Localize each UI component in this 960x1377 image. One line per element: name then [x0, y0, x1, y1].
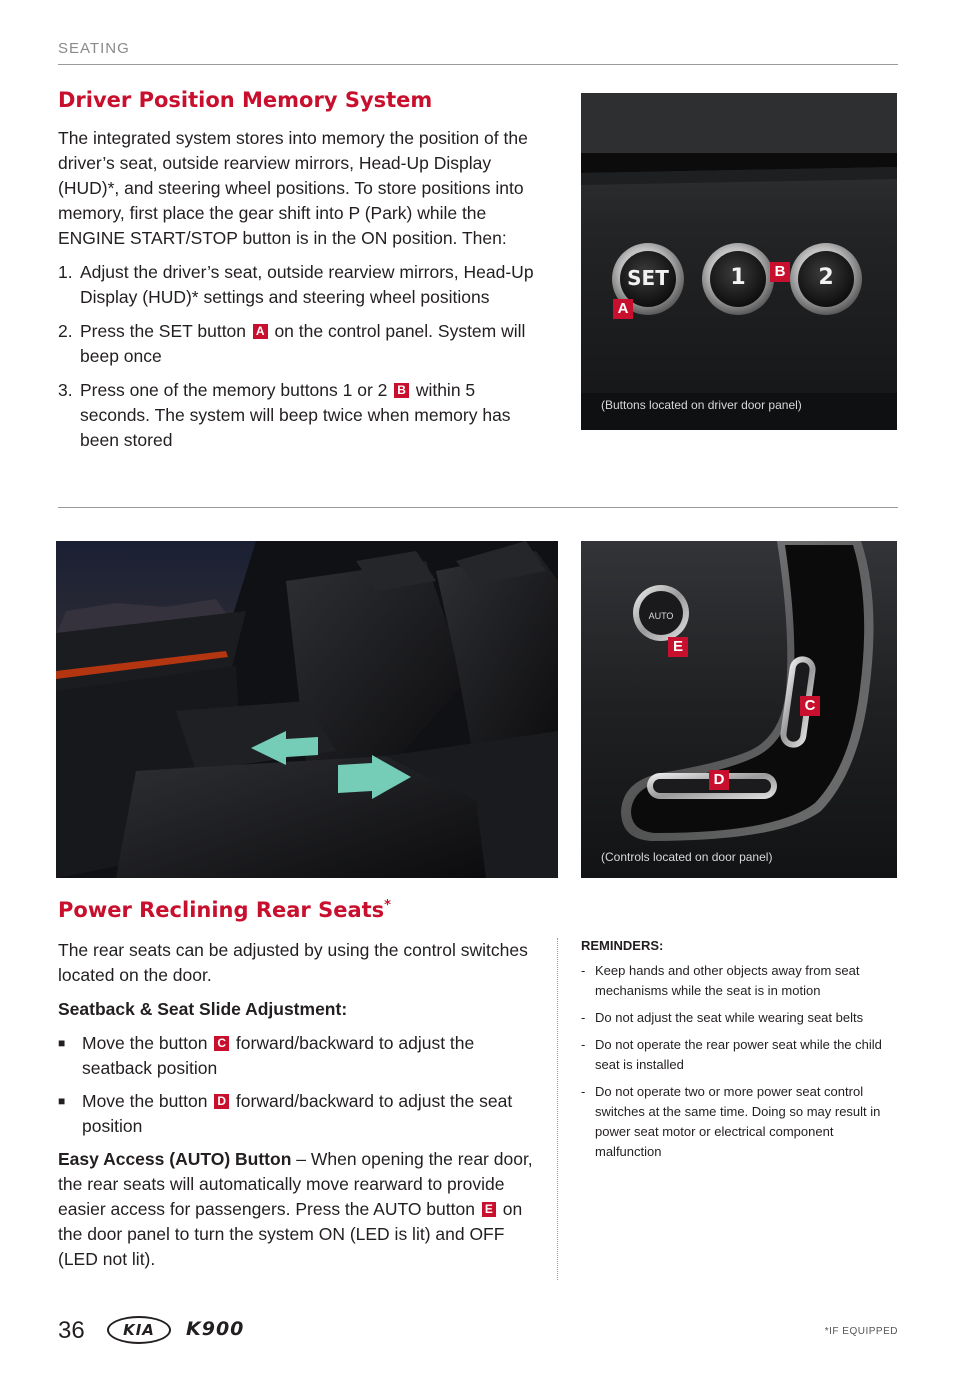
reminder-dash: -	[581, 1010, 586, 1025]
step-text	[80, 319, 538, 369]
footnote: *IF EQUIPPED	[824, 1326, 898, 1337]
callout-tag-a: A	[253, 324, 268, 339]
model-logo: K900	[186, 1318, 245, 1340]
easy-access-paragraph	[58, 1147, 538, 1272]
rear-seat-illustration	[56, 541, 558, 878]
photo-tag-d: D	[709, 770, 729, 790]
reminder-dash: -	[581, 963, 586, 978]
recline-body	[58, 938, 538, 1281]
bullet-text	[82, 1031, 538, 1081]
bullet-text-before: Move the button	[82, 1091, 208, 1111]
step-text-before: Press one of the memory buttons 1 or 2	[80, 380, 388, 400]
recline-bullet	[58, 1089, 538, 1139]
controls-photo-caption: (Controls located on door panel)	[601, 850, 773, 864]
callout-tag-b: B	[394, 383, 409, 398]
seat-switch-illustration	[581, 541, 897, 878]
reminder-text: Do not operate the rear power seat while the child seat is installed	[595, 1037, 882, 1072]
reminder-item	[581, 961, 897, 1001]
reminder-text: Do not adjust the seat while wearing seat belts	[595, 1010, 864, 1025]
callout-tag-c: C	[214, 1036, 229, 1051]
callout-tag-d: D	[214, 1094, 229, 1109]
bullet-marker: ■	[58, 1094, 66, 1108]
easy-access-text-after: on the door panel to turn the system ON (LED is lit) and OFF (LED not lit).	[58, 1199, 523, 1269]
reminder-text: Do not operate two or more power seat control switches at the same time. Doing so may result in power seat motor or electrical component malfunction	[595, 1084, 881, 1159]
rear-seat-photo	[56, 541, 558, 878]
header-rule	[58, 64, 898, 65]
section-label: SEATING	[58, 40, 130, 57]
photo-tag-c: C	[800, 696, 820, 716]
reminder-item	[581, 1035, 897, 1075]
step-text-before: Press the SET button	[80, 321, 247, 341]
recline-bullet	[58, 1031, 538, 1081]
memory-buttons-photo	[581, 93, 897, 430]
auto-button-label: AUTO	[648, 611, 674, 621]
recline-heading-text: Power Reclining Rear Seats	[58, 898, 385, 922]
door-controls-photo	[581, 541, 897, 878]
photo-tag-b: B	[770, 262, 790, 282]
memory-heading: Driver Position Memory System	[58, 88, 433, 112]
reminders-box	[581, 938, 897, 1169]
memory-photo-caption: (Buttons located on driver door panel)	[601, 398, 802, 412]
if-equipped-mark: *	[384, 898, 391, 913]
button-2-label: 2	[818, 265, 834, 290]
step-text-after: on the control panel. System will beep once	[80, 321, 526, 366]
kia-logo: KIA	[107, 1316, 171, 1344]
bullet-text-before: Move the button	[82, 1033, 208, 1053]
recline-subheading: Seatback & Seat Slide Adjustment:	[58, 999, 348, 1019]
step-text-after: within 5 seconds. The system will beep twice when memory has been stored	[80, 380, 511, 450]
recline-heading	[58, 898, 391, 922]
reminder-dash: -	[581, 1037, 586, 1052]
memory-intro: The integrated system stores into memory the position of the driver’s seat, outside rearview mirrors, Head-Up Display (HUD)*, and steering wheel positions. To store positions into memory, first place the gear shift into P (Park) while the ENGINE START/STOP button is in the ON position. Then:	[58, 128, 528, 248]
memory-step	[58, 378, 538, 453]
reminder-dash: -	[581, 1084, 586, 1099]
bullet-marker: ■	[58, 1036, 66, 1050]
door-panel-illustration	[581, 93, 897, 430]
memory-step	[58, 260, 538, 310]
bullet-text	[82, 1089, 538, 1139]
page-number: 36	[58, 1317, 85, 1344]
easy-access-label: Easy Access (AUTO) Button	[58, 1149, 292, 1169]
set-button-label: SET	[627, 266, 669, 290]
column-divider	[557, 938, 558, 1280]
easy-access-text: – When opening the rear door, the rear seats will automatically move rearward to provide easier access for passengers. Press the AUTO button	[58, 1149, 533, 1219]
reminder-text: Keep hands and other objects away from seat mechanisms while the seat is in motion	[595, 963, 860, 998]
bullet-text-after: forward/backward to adjust the seat position	[82, 1091, 513, 1136]
step-number: 2.	[58, 321, 73, 341]
photo-tag-a: A	[613, 299, 633, 319]
button-1-label: 1	[730, 265, 746, 290]
step-number: 1.	[58, 262, 73, 282]
reminder-item	[581, 1082, 897, 1162]
photo-tag-e: E	[668, 637, 688, 657]
memory-step	[58, 319, 538, 369]
step-text	[80, 378, 538, 453]
recline-intro: The rear seats can be adjusted by using the control switches located on the door.	[58, 940, 528, 985]
bullet-text-after: forward/backward to adjust the seatback position	[82, 1033, 475, 1078]
reminder-item	[581, 1008, 897, 1028]
reminders-title: REMINDERS:	[581, 938, 664, 953]
step-text: Adjust the driver’s seat, outside rearview mirrors, Head-Up Display (HUD)* settings and steering wheel positions	[80, 262, 534, 307]
memory-body	[58, 126, 538, 462]
callout-tag-e: E	[482, 1202, 496, 1217]
section-divider	[58, 507, 898, 508]
step-number: 3.	[58, 380, 73, 400]
